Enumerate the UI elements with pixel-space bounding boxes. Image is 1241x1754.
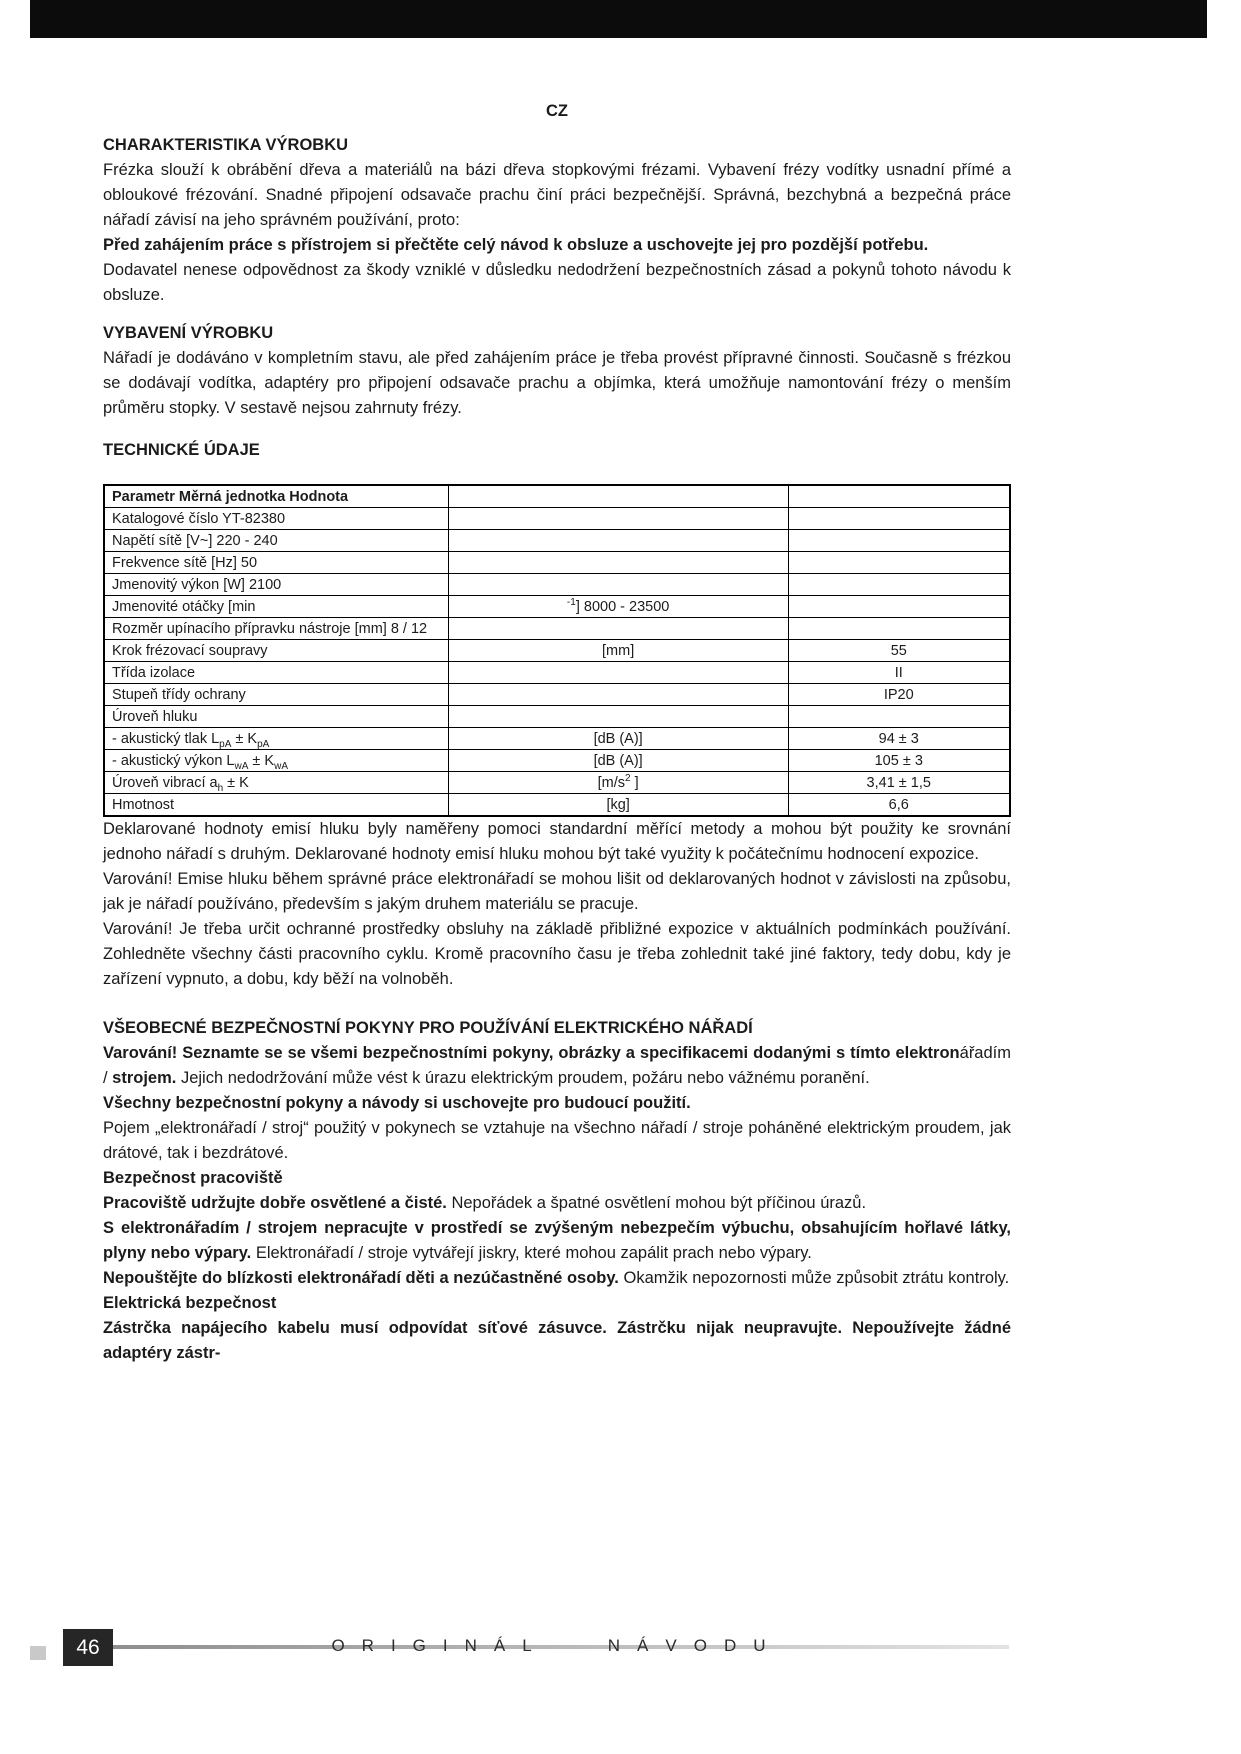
table-cell: 6,6 — [788, 794, 1010, 817]
superscript: 2 — [625, 772, 631, 784]
paragraph-noise-warning-1: Varování! Emise hluku během správné práce elektronářadí se mohou lišit od deklarovaných hodnot v závislosti na způsobu, jak je nářadí používáno, především s jakým druhem materiálu se pracuje. — [103, 870, 1011, 913]
table-row-collet-size — [104, 618, 1010, 640]
table-cell: Hmotnost — [104, 794, 448, 817]
bold-text: strojem. — [112, 1069, 177, 1087]
paragraph-term-definition: Pojem „elektronářadí / stroj“ použitý v pokynech se vztahuje na všechno nářadí / stroje poháněné elektrickým proudem, jak drátové, tak i bezdrátové. — [103, 1119, 1011, 1162]
table-cell: Jmenovité otáčky [min — [104, 596, 448, 618]
paragraph-noise-declared: Deklarované hodnoty emisí hluku byly naměřeny pomoci standardní měřící metody a mohou být použity ke srovnání jednoho nářadí s druhým. Deklarované hodnoty emisí hluku mohou být také využity k počátečnímu hodnocení expozice. — [103, 820, 1011, 863]
table-row-voltage — [104, 530, 1010, 552]
table-cell: Rozměr upínacího přípravku nástroje [mm] 8 / 12 — [104, 618, 448, 640]
section-title-characteristics: CHARAKTERISTIKA VÝROBKU — [103, 136, 349, 154]
table-cell — [448, 530, 788, 552]
table-row-header — [104, 485, 1010, 508]
paragraph-workplace-2 — [103, 1216, 1011, 1266]
table-row-insulation-class — [104, 662, 1010, 684]
regular-text: Jejich nedodržování může vést k úrazu elektrickým proudem, požáru nebo vážnému poranění. — [176, 1069, 870, 1087]
table-row-rated-speed — [104, 596, 1010, 618]
table-cell — [788, 574, 1010, 596]
table-cell: Třída izolace — [104, 662, 448, 684]
subscript: pA — [257, 738, 270, 750]
table-cell: II — [788, 662, 1010, 684]
section-title-technical-data: TECHNICKÉ ÚDAJE — [103, 441, 260, 459]
header-bar — [30, 0, 1207, 38]
technical-data-table — [103, 484, 1011, 817]
table-cell — [448, 552, 788, 574]
subsection-title-workplace-safety: Bezpečnost pracoviště — [103, 1169, 283, 1187]
bold-text: Nepouštějte do blízkosti elektronářadí děti a nezúčastněné osoby. — [103, 1269, 619, 1287]
table-cell — [788, 618, 1010, 640]
regular-text: ářadím / — [103, 1044, 1011, 1087]
table-cell — [448, 684, 788, 706]
table-cell: Napětí sítě [V~] 220 - 240 — [104, 530, 448, 552]
paragraph-intro: Frézka slouží k obrábění dřeva a materiálů na bázi dřeva stopkovými frézami. Vybavení frézy vodítky usnadní přímé a obloukové frézování. Snadné připojení odsavače prachu činí práci bezpečnější. Správná, bezchybná a bezpečná práce nářadí závisí na jeho správném používání, proto: — [103, 161, 1011, 229]
paragraph-liability: Dodavatel nenese odpovědnost za škody vzniklé v důsledku nedodržení bezpečnostních zásad a pokynů tohoto návodu k obsluze. — [103, 261, 1011, 304]
regular-text: Okamžik nepozornosti může způsobit ztrátu kontroly. — [618, 1269, 1010, 1287]
table-cell — [788, 530, 1010, 552]
table-row-protection-class — [104, 684, 1010, 706]
table-cell: Frekvence sítě [Hz] 50 — [104, 552, 448, 574]
table-row-vibration-level — [104, 772, 1010, 794]
table-row-weight — [104, 794, 1010, 817]
table-cell: 55 — [788, 640, 1010, 662]
table-cell — [788, 485, 1010, 508]
table-cell — [448, 574, 788, 596]
paragraph-workplace-3 — [103, 1266, 1011, 1291]
table-cell: Krok frézovací soupravy — [104, 640, 448, 662]
table-row-acoustic-pressure — [104, 728, 1010, 750]
table-cell: 3,41 ± 1,5 — [788, 772, 1010, 794]
paragraph-noise-warning-2: Varování! Je třeba určit ochranné prostředky obsluhy na základě přibližné expozice v aktuálních podmínkách používání. Zohledněte všechny části pracovního cyklu. Kromě pracovního času je třeba zohlednit také jiné faktory, tedy dobu, kdy je zařízení vypnuto, a dobu, kdy běží na volnoběh. — [103, 920, 1011, 988]
cell-text: ± K — [223, 774, 249, 791]
cell-text: ± K — [248, 752, 275, 769]
superscript: -1 — [566, 596, 576, 608]
subscript: h — [217, 782, 224, 794]
table-row-acoustic-power — [104, 750, 1010, 772]
table-cell — [788, 508, 1010, 530]
table-row-catalog-number — [104, 508, 1010, 530]
table-cell — [788, 552, 1010, 574]
table-cell — [448, 706, 788, 728]
table-cell: IP20 — [788, 684, 1010, 706]
table-cell: Stupeň třídy ochrany — [104, 684, 448, 706]
paragraph-keep-instructions: Všechny bezpečnostní pokyny a návody si uschovejte pro budoucí použití. — [103, 1094, 691, 1112]
table-cell: [dB (A)] — [448, 728, 788, 750]
paragraph-electrical-1: Zástrčka napájecího kabelu musí odpovídat síťové zásuvce. Zástrčku nijak neupravujte. Nepoužívejte žádné adaptéry zástr- — [103, 1319, 1011, 1362]
language-code: CZ — [546, 102, 568, 120]
cell-text: ] 8000 - 23500 — [575, 598, 670, 615]
subscript: wA — [274, 760, 288, 772]
footer-manual-label: ORIGINÁL NÁVODU — [331, 1636, 783, 1655]
cell-text: [m/s — [597, 774, 626, 791]
cell-text: - akustický tlak L — [112, 730, 220, 747]
table-cell: 94 ± 3 — [788, 728, 1010, 750]
regular-text: Nepořádek a špatné osvětlení mohou být příčinou úrazů. — [446, 1194, 867, 1212]
bold-text: Pracoviště udržujte dobře osvětlené a čisté. — [103, 1194, 447, 1212]
table-row-frequency — [104, 552, 1010, 574]
page-content — [103, 99, 1011, 1366]
table-cell — [448, 596, 788, 618]
table-cell — [448, 662, 788, 684]
bold-text: S elektronářadím / strojem nepracujte v prostředí se zvýšeným nebezpečím výbuchu, obsahujícím hořlavé látky, plyny nebo výpary. — [103, 1219, 1011, 1262]
table-row-noise-level — [104, 706, 1010, 728]
cell-text: ± K — [231, 730, 258, 747]
table-cell: Jmenovitý výkon [W] 2100 — [104, 574, 448, 596]
table-cell: [kg] — [448, 794, 788, 817]
table-cell — [448, 508, 788, 530]
regular-text: Elektronářadí / stroje vytvářejí jiskry, které mohou zapálit prach nebo výpary. — [251, 1244, 812, 1262]
table-cell — [788, 596, 1010, 618]
table-cell: [dB (A)] — [448, 750, 788, 772]
section-title-general-safety: VŠEOBECNÉ BEZPEČNOSTNÍ POKYNY PRO POUŽÍVÁNÍ ELEKTRICKÉHO NÁŘADÍ — [103, 1019, 753, 1037]
cell-text: Úroveň vibrací a — [112, 774, 218, 791]
subscript: pA — [219, 738, 232, 750]
table-cell: Parametr Měrná jednotka Hodnota — [104, 485, 448, 508]
table-cell: [mm] — [448, 640, 788, 662]
subscript: wA — [234, 760, 249, 772]
table-cell: 105 ± 3 — [788, 750, 1010, 772]
bold-text: Varování! Seznamte se se všemi bezpečnostními pokyny, obrázky a specifikacemi dodanými s tímto elektron — [103, 1044, 960, 1062]
table-cell: Úroveň hluku — [104, 706, 448, 728]
table-row-plunge-stroke — [104, 640, 1010, 662]
paragraph-workplace-1 — [103, 1191, 1011, 1216]
paragraph-equipment: Nářadí je dodáváno v kompletním stavu, ale před zahájením práce je třeba provést přípravné činnosti. Současně s frézkou se dodávají vodítka, adaptéry pro připojení odsavače prachu a objímka, která umožňuje namontování frézy o menším průměru stopky. V sestavě nejsou zahrnuty frézy. — [103, 349, 1011, 417]
cell-text: ] — [630, 774, 639, 791]
paragraph-read-manual: Před zahájením práce s přístrojem si přečtěte celý návod k obsluze a uschovejte jej pro pozdější potřebu. — [103, 236, 929, 254]
table-row-rated-power — [104, 574, 1010, 596]
table-cell — [448, 618, 788, 640]
table-cell: Katalogové číslo YT-82380 — [104, 508, 448, 530]
table-cell — [448, 485, 788, 508]
table-cell — [448, 772, 788, 794]
cell-text: - akustický výkon L — [112, 752, 235, 769]
subsection-title-electrical-safety: Elektrická bezpečnost — [103, 1294, 277, 1312]
table-cell — [104, 728, 448, 750]
table-cell — [788, 706, 1010, 728]
section-title-equipment: VYBAVENÍ VÝROBKU — [103, 324, 274, 342]
footer-edge-mark — [30, 1646, 46, 1660]
table-cell — [104, 772, 448, 794]
paragraph-safety-warning — [103, 1041, 1011, 1091]
table-cell — [104, 750, 448, 772]
page-number-badge: 46 — [63, 1629, 113, 1666]
